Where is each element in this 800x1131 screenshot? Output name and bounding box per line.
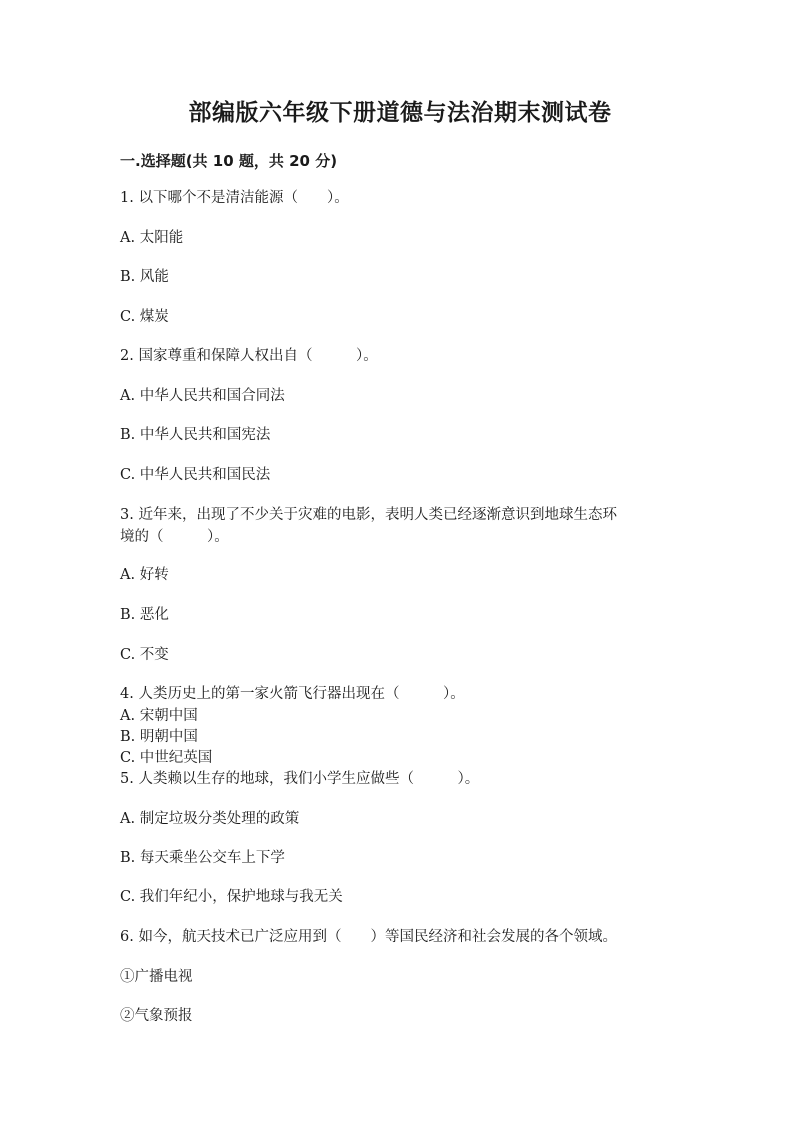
question-5-option-a: A. 制定垃圾分类处理的政策 [120, 811, 300, 827]
question-1-option-c: C. 煤炭 [120, 309, 169, 325]
question-4-option-a: A. 宋朝中国 [120, 708, 198, 724]
question-3-stem-line-1: 3. 近年来，出现了不少关于灾难的电影，表明人类已经逐渐意识到地球生态环 [120, 507, 617, 523]
question-1-option-b: B. 风能 [120, 269, 169, 285]
question-3-option-c: C. 不变 [120, 647, 169, 663]
question-4-option-b: B. 明朝中国 [120, 729, 198, 745]
question-3-option-b: B. 恶化 [120, 607, 169, 623]
question-6-stem: 6. 如今，航天技术已广泛应用到（ ）等国民经济和社会发展的各个领域。 [120, 929, 617, 945]
question-2-option-c: C. 中华人民共和国民法 [120, 467, 271, 483]
question-3-option-a: A. 好转 [120, 567, 169, 583]
page-title: 部编版六年级下册道德与法治期末测试卷 [188, 100, 612, 126]
question-5-option-c: C. 我们年纪小，保护地球与我无关 [120, 889, 343, 905]
question-2-option-b: B. 中华人民共和国宪法 [120, 427, 271, 443]
question-3-stem-line-2: 境的（ ）。 [120, 529, 229, 545]
question-5-option-b: B. 每天乘坐公交车上下学 [120, 850, 285, 866]
question-5-stem: 5. 人类赖以生存的地球，我们小学生应做些（ ）。 [120, 771, 480, 787]
question-4-option-c: C. 中世纪英国 [120, 750, 213, 766]
question-2-stem: 2. 国家尊重和保障人权出自（ ）。 [120, 348, 378, 364]
question-6-item-2: ②气象预报 [120, 1008, 193, 1024]
question-4-stem: 4. 人类历史上的第一家火箭飞行器出现在（ ）。 [120, 686, 465, 702]
section-heading: 一.选择题(共 10 题，共 20 分) [120, 152, 338, 170]
question-6-item-1: ①广播电视 [120, 969, 193, 985]
question-2-option-a: A. 中华人民共和国合同法 [120, 388, 285, 404]
question-1-option-a: A. 太阳能 [120, 230, 184, 246]
question-1-stem: 1. 以下哪个不是清洁能源（ ）。 [120, 190, 349, 206]
